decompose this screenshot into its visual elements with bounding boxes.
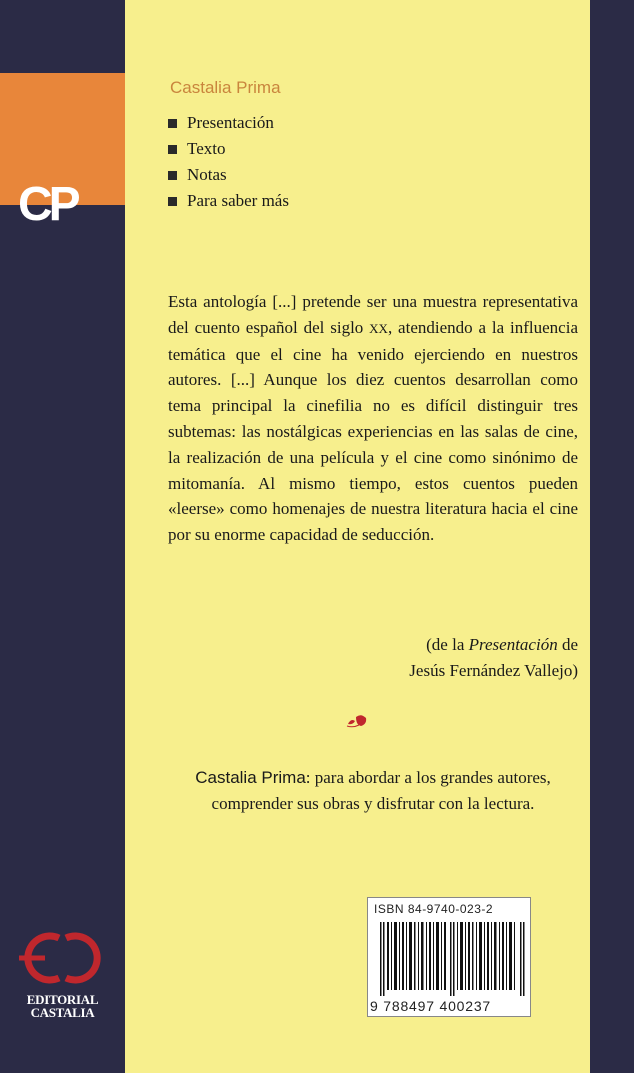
publisher-logo-icon xyxy=(15,928,110,988)
right-navy-strip xyxy=(590,0,634,1073)
contents-item xyxy=(168,188,289,214)
blurb-text-2: , atendiendo a la influencia temática que el cine ha venido ejerciendo en nuestros autores. [...] Aunque los diez cuentos desarrollan como tema principal la cinefilia no es difícil distinguir tres subtemas: las nostálgicas experiencias en las salas de cine, la realización de una película y el cine como sinónimo de mitomanía. Al mismo tiempo, estos cuentos pueden «leerse» como homenajes de nuestra literatura hacia el cine por su enorme capacidad de seducción. xyxy=(168,317,578,545)
attribution-author: Jesús Fernández Vallejo) xyxy=(409,661,578,680)
attribution-prefix: (de la xyxy=(426,635,469,654)
attribution xyxy=(300,632,578,684)
attribution-work: Presentación xyxy=(468,635,558,654)
tagline-text: : para abordar a los grandes autores, comprender sus obras y disfrutar con la lectura. xyxy=(211,768,551,813)
square-bullet-icon xyxy=(168,119,177,128)
square-bullet-icon xyxy=(168,171,177,180)
contents-item xyxy=(168,136,289,162)
contents-list xyxy=(168,110,289,214)
series-logo xyxy=(0,73,125,231)
square-bullet-icon xyxy=(168,145,177,154)
tagline-lead: Castalia Prima xyxy=(195,768,306,787)
blurb-paragraph xyxy=(168,289,578,548)
attribution-suffix: de xyxy=(557,635,578,654)
blurb-text-1: Esta antología [...] pretende ser una muestra representativa del cuento español del siglo xyxy=(168,292,578,337)
publisher-name-line-1: EDITORIAL xyxy=(26,992,99,1007)
contents-item-label: Notas xyxy=(187,165,227,184)
contents-item-label: Texto xyxy=(187,139,226,158)
contents-item xyxy=(168,162,289,188)
isbn-label: ISBN 84-9740-023-2 xyxy=(374,902,494,916)
publisher-name xyxy=(10,993,115,1019)
series-title: Castalia Prima xyxy=(170,78,281,97)
contents-item-label: Para saber más xyxy=(187,191,289,210)
blurb-century: XX xyxy=(369,320,388,336)
publisher-name-line-2: CASTALIA xyxy=(30,1005,95,1020)
contents-item-label: Presentación xyxy=(187,113,274,132)
square-bullet-icon xyxy=(168,197,177,206)
barcode-icon xyxy=(380,922,526,996)
series-tagline xyxy=(168,765,578,817)
flower-ornament-icon xyxy=(345,712,369,730)
attribution-line-1 xyxy=(300,632,578,658)
contents-item xyxy=(168,110,289,136)
ean-number: 9 788497 400237 xyxy=(370,998,491,1014)
series-logo-text: CP xyxy=(18,178,77,231)
barcode-box xyxy=(367,897,531,1017)
